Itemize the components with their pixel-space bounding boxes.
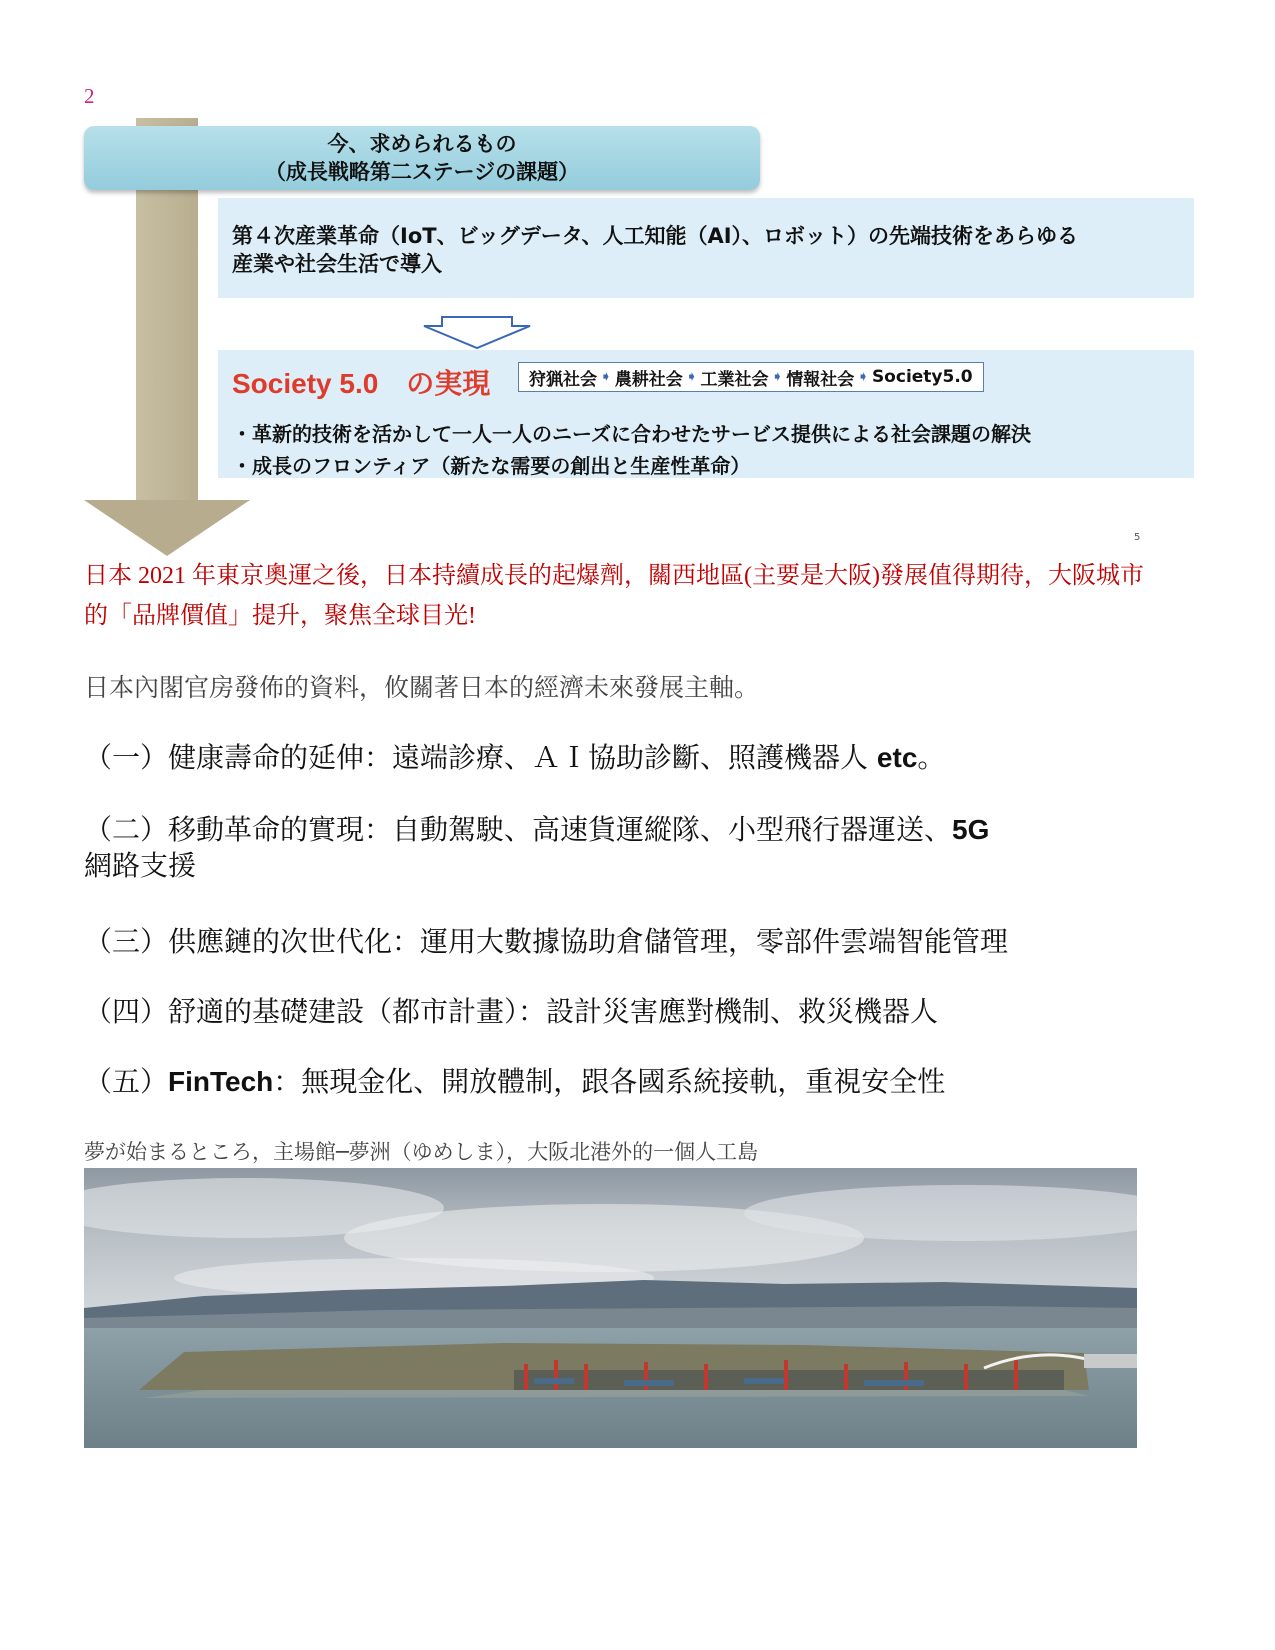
item-label: （五） xyxy=(84,1065,169,1098)
page-number: 2 xyxy=(84,84,95,108)
society-box xyxy=(218,350,1194,478)
intro-text: 日本內閣官房發佈的資料，攸關著日本的經濟未來發展主軸。 xyxy=(84,673,760,702)
item-text: 自動駕駛、高速貨運縱隊、小型飛行器運送、 xyxy=(392,813,953,846)
society-bullet-2: ・成長のフロンティア（新たな需要の創出と生産性革命） xyxy=(232,454,751,478)
stage-arrow-icon: ➧ xyxy=(600,369,612,385)
stage-hunting: 狩猟社会 xyxy=(529,369,597,390)
society-stages xyxy=(518,362,984,392)
box1-line2: 産業や社会生活で導入 xyxy=(232,252,442,276)
outline-down-arrow-icon xyxy=(422,316,532,350)
stage-arrow-icon: ➧ xyxy=(857,369,869,385)
list-item-1 xyxy=(84,740,1164,776)
down-arrow-head-icon xyxy=(84,500,250,556)
side-mark: 5 xyxy=(1134,532,1141,543)
stage-information: 情報社会 xyxy=(786,369,855,390)
diagram-title-box xyxy=(84,126,760,190)
item-label: （二）移動革命的實現： xyxy=(84,813,393,846)
list-item-2 xyxy=(84,812,1164,884)
item-text: 設計災害應對機制、救災機器人 xyxy=(546,995,939,1028)
item-bold: etc xyxy=(876,742,918,773)
item-label: （四）舒適的基礎建設（都市計畫）： xyxy=(84,995,547,1028)
item-text: 運用大數據協助倉儲管理，零部件雲端智能管理 xyxy=(420,925,1009,958)
industrial-revolution-box xyxy=(218,198,1194,298)
stage-arrow-icon: ➧ xyxy=(771,369,784,385)
photo-caption: 夢が始まるところ，主場館─夢洲（ゆめしま），大阪北港外的一個人工島 xyxy=(84,1140,759,1164)
box1-line1: 第４次産業革命（IoT、ビッグデータ、人工知能（AI）、ロボット）の先端技術をあらゆる xyxy=(232,224,1079,248)
list-item-3 xyxy=(84,924,1164,960)
yumeshima-aerial-photo xyxy=(84,1168,1137,1448)
society-bullet-1: ・革新的技術を活かして一人一人のニーズに合わせたサービス提供による社会課題の解決 xyxy=(232,422,1031,446)
diagram-title-line1: 今、求められるもの xyxy=(327,132,517,156)
item-text: ：無現金化、開放體制，跟各國系統接軌，重視安全性 xyxy=(273,1065,946,1098)
item-text: 遠端診療、ＡＩ協助診斷、照護機器人 xyxy=(392,741,877,774)
item-tail: 。 xyxy=(917,741,946,774)
list-item-5 xyxy=(84,1064,1164,1100)
growth-strategy-diagram xyxy=(84,118,1194,568)
society-title: Society 5.0 の実現 xyxy=(232,368,491,399)
item-tail: 網路支援 xyxy=(84,849,197,882)
item-label: （一）健康壽命的延伸： xyxy=(84,741,393,774)
stage-society5: Society5.0 xyxy=(871,367,973,387)
stage-arrow-icon: ➧ xyxy=(685,369,698,385)
society-bullets xyxy=(232,418,1194,482)
item-label: （三）供應鏈的次世代化： xyxy=(84,925,421,958)
list-item-4 xyxy=(84,994,1164,1030)
item-bold: 5G xyxy=(952,814,990,845)
stage-industrial: 工業社会 xyxy=(700,369,769,390)
item-bold: FinTech xyxy=(168,1066,274,1097)
highlight-paragraph: 日本 2021 年東京奧運之後，日本持續成長的起爆劑，關西地區(主要是大阪)發展值得期待，大阪城市的「品牌價值」提升，聚焦全球目光! xyxy=(84,563,1144,629)
diagram-title-line2: （成長戦略第二ステージの課題） xyxy=(264,160,580,184)
stage-agrarian: 農耕社会 xyxy=(614,369,683,390)
